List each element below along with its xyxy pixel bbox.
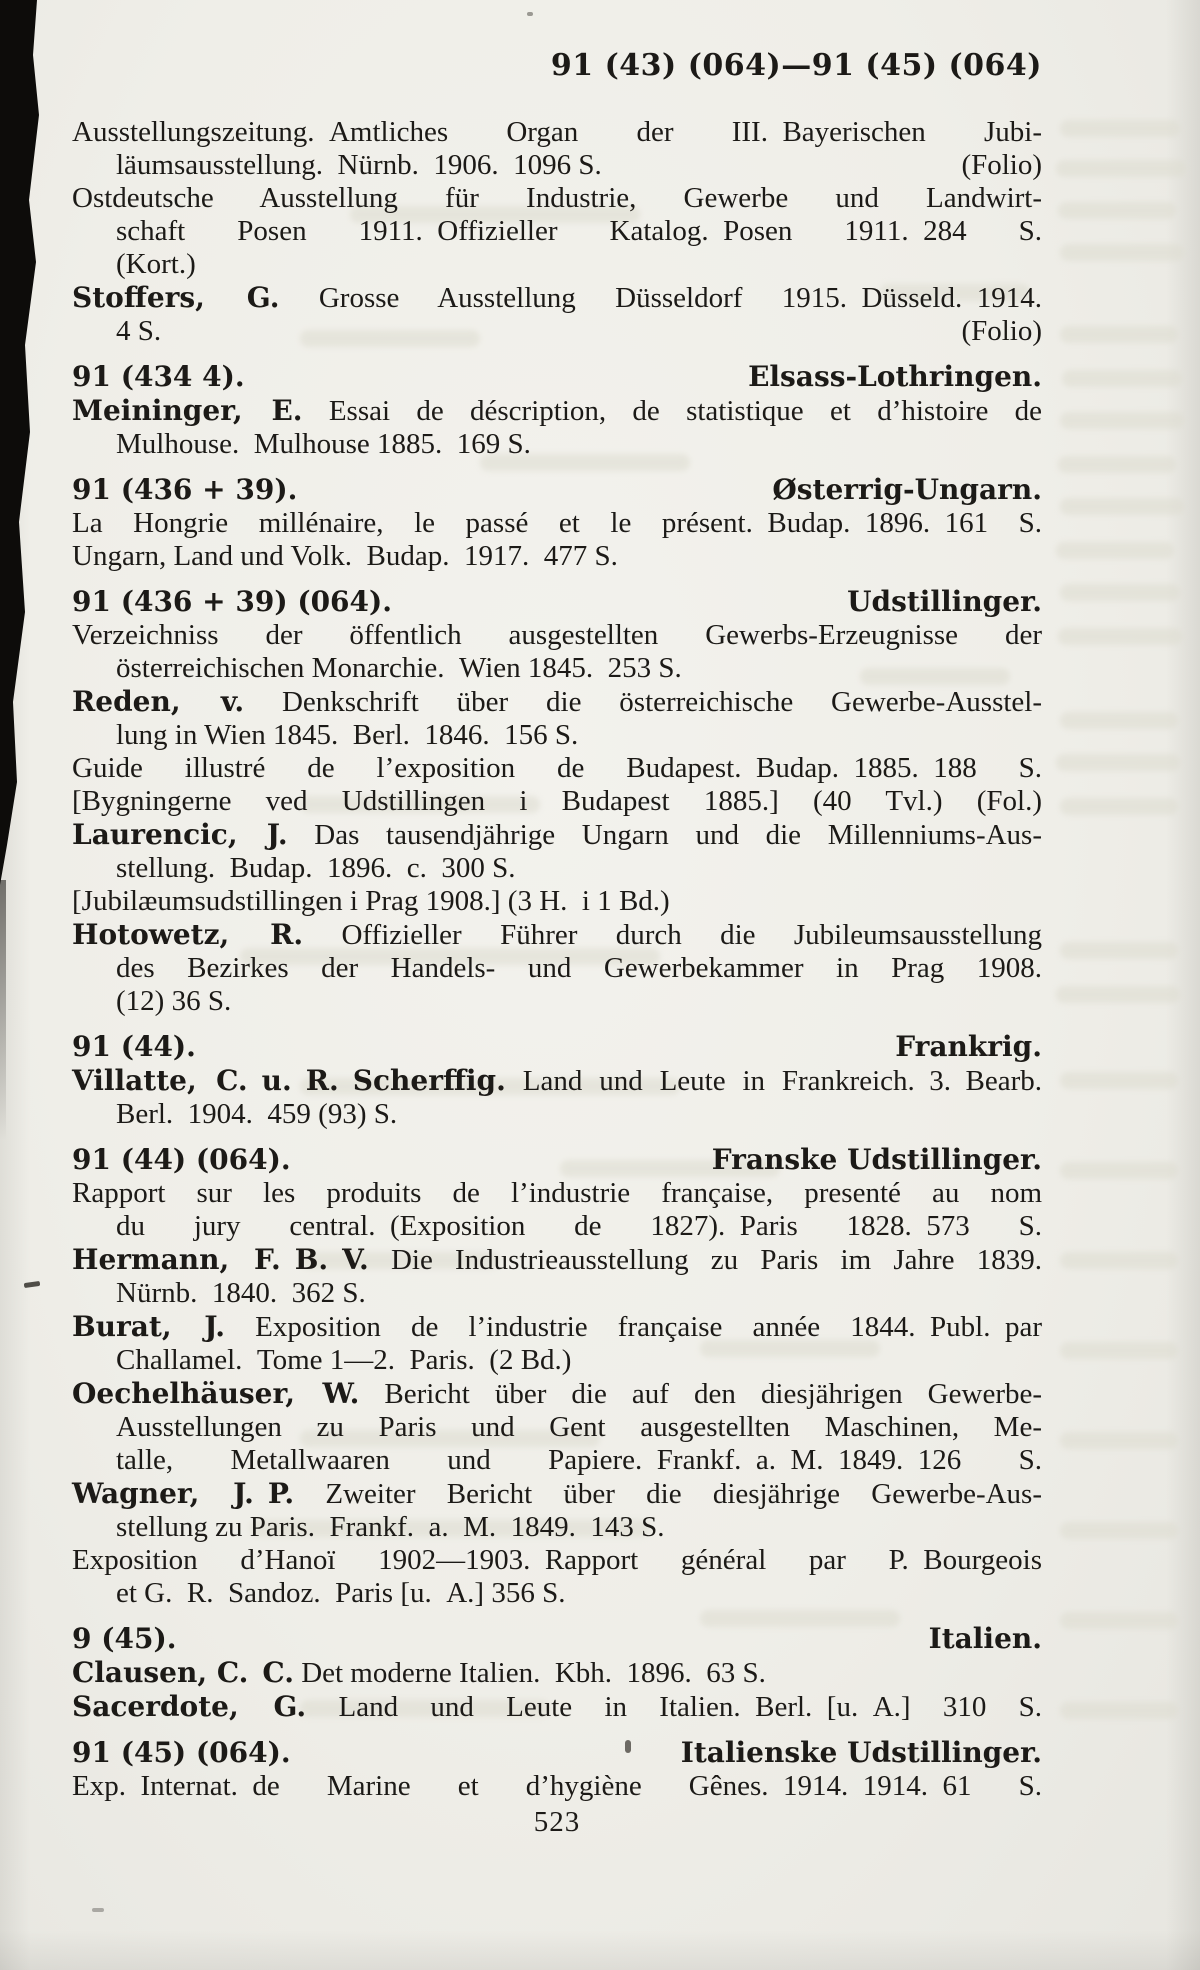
region-label: Franske Udstillinger. <box>711 1143 1042 1176</box>
section-heading <box>72 1736 1042 1769</box>
book-binding-edge <box>0 0 44 892</box>
entry-text: et G. R. Sandoz. Paris [u. A.] 356 S. <box>116 1577 566 1609</box>
catalog-line <box>72 1577 1042 1610</box>
scan-speck <box>92 1908 104 1912</box>
catalog-line <box>72 1377 1042 1411</box>
ghost-text-bar <box>1058 202 1176 219</box>
ghost-text-bar <box>1060 1522 1178 1539</box>
region-label: Østerrig-Ungarn. <box>772 473 1042 506</box>
entry-text: Denkschrift über die österreichische Gewerbe-Ausstel- <box>244 686 1042 718</box>
catalog-line <box>72 1210 1042 1243</box>
author-name: Hotowetz, R. <box>72 918 304 951</box>
scan-speck <box>527 12 533 16</box>
entry-text: Exposition de l’industrie française année 1844. Publ. par <box>225 1311 1042 1343</box>
region-label: Frankrig. <box>895 1030 1042 1063</box>
entry-text: schaft Posen 1911. Offizieller Katalog. Posen 1911. 284 S. <box>116 215 1042 247</box>
author-name: Clausen, C. C. <box>72 1656 294 1689</box>
entry-text: Det moderne Italien. Kbh. 1896. 63 S. <box>293 1657 766 1689</box>
entry-text: Bericht über die auf den diesjährigen Gewerbe- <box>359 1378 1043 1410</box>
entry-text: Land und Leute in Frankreich. 3. Bearb. <box>505 1065 1043 1097</box>
scan-speck <box>24 1281 41 1288</box>
ghost-text-bar <box>1060 1702 1178 1719</box>
catalog-line <box>72 428 1042 461</box>
entry-text: Ostdeutsche Ausstellung für Industrie, Gewerbe und Landwirt- <box>72 182 1042 214</box>
classification-number: 91 (436 + 39). <box>72 473 298 506</box>
classification-number: 91 (44) (064). <box>72 1143 291 1176</box>
ghost-text-bar <box>1060 1612 1178 1629</box>
author-name: Reden, v. <box>72 685 245 718</box>
entry-text: [Jubilæumsudstillingen i Prag 1908.] (3 H. i 1 Bd.) <box>72 885 670 917</box>
entry-text: Nürnb. 1840. 362 S. <box>116 1277 366 1309</box>
catalog-line <box>72 952 1042 985</box>
ghost-text-bar <box>1060 942 1178 959</box>
scan-speck <box>625 1740 631 1753</box>
catalog-line <box>72 182 1042 215</box>
entry-text: Essai de déscription, de statistique et d’histoire de <box>302 395 1043 427</box>
book-binding-edge-tail <box>0 880 6 1140</box>
catalog-line <box>72 215 1042 248</box>
ghost-text-bar <box>1060 498 1184 515</box>
entry-text: du jury central. (Exposition de 1827). Paris 1828. 573 S. <box>116 1210 1042 1242</box>
ghost-text-bar <box>1060 1252 1178 1269</box>
ghost-text-bar <box>1060 244 1184 261</box>
catalog-line <box>72 1690 1042 1724</box>
ghost-text-bar <box>1062 370 1182 387</box>
region-label: Italien. <box>928 1622 1042 1655</box>
ghost-text-bar <box>1056 160 1186 177</box>
region-label: Elsass-Lothringen. <box>748 360 1042 393</box>
author-name: Wagner, J. P. <box>72 1477 295 1510</box>
classification-number: 91 (45) (064). <box>72 1736 291 1769</box>
catalog-line <box>72 1064 1042 1098</box>
entry-text: Zweiter Bericht über die diesjährige Gewerbe-Aus- <box>294 1478 1042 1510</box>
page-number: 523 <box>533 1806 581 1838</box>
entry-text: Land und Leute in Italien. Berl. [u. A.] 310 S. <box>306 1691 1043 1723</box>
entry-text: Offizieller Führer durch die Jubileumsausstellung <box>303 919 1043 951</box>
entry-text: des Bezirkes der Handels- und Gewerbekammer in Prag 1908. <box>116 952 1042 984</box>
catalog-line <box>72 1177 1042 1210</box>
format-note: (Folio) <box>961 149 1042 181</box>
catalog-line <box>72 719 1042 752</box>
region-label: Udstillinger. <box>847 585 1042 618</box>
catalog-line <box>72 507 1042 540</box>
ghost-text-bar <box>1060 326 1178 343</box>
entry-text: [Bygningerne ved Udstillingen i Budapest 1885.] (40 Tvl.) (Fol.) <box>72 785 1042 817</box>
ghost-text-bar <box>1060 584 1180 601</box>
entry-text: Ausstellungszeitung. Amtliches Organ der III. Bayerischen Jubi- <box>72 116 1042 148</box>
entry-text: Das tausendjährige Ungarn und die Millenniums-Aus- <box>287 819 1042 851</box>
ghost-text-bar <box>1060 1432 1178 1449</box>
author-name: Burat, J. <box>72 1310 226 1343</box>
entry-text: Die Industrieausstellung zu Paris im Jahre 1839. <box>368 1244 1042 1276</box>
region-label: Italienske Udstillinger. <box>680 1736 1042 1769</box>
catalog-line <box>72 1277 1042 1310</box>
author-name: Laurencic, J. <box>72 818 288 851</box>
entry-text: Mulhouse. Mulhouse 1885. 169 S. <box>116 428 531 460</box>
ghost-text-bar <box>1060 1162 1178 1179</box>
catalog-line <box>72 985 1042 1018</box>
catalog-line <box>72 315 1042 348</box>
ghost-text-bar <box>1060 120 1180 137</box>
catalog-line <box>72 116 1042 149</box>
section-heading <box>72 1143 1042 1176</box>
entry-text: Guide illustré de l’exposition de Budapest. Budap. 1885. 188 S. <box>72 752 1042 784</box>
entry-text: läumsausstellung. Nürnb. 1906. 1096 S. <box>116 149 602 181</box>
entry-text: Grosse Ausstellung Düsseldorf 1915. Düsseld. 1914. <box>279 282 1042 314</box>
catalog-line <box>72 752 1042 785</box>
section-heading <box>72 1030 1042 1063</box>
entry-text: stellung. Budap. 1896. c. 300 S. <box>116 852 516 884</box>
catalog-line <box>72 281 1042 315</box>
catalog-line <box>72 1511 1042 1544</box>
catalog-line <box>72 1770 1042 1803</box>
entry-text: Ungarn, Land und Volk. Budap. 1917. 477 S. <box>72 540 618 572</box>
ghost-text-bar <box>1060 712 1178 729</box>
entry-text: 4 S. <box>116 315 162 347</box>
section-heading <box>72 1622 1042 1655</box>
ghost-text-bar <box>1060 412 1184 429</box>
catalog-line <box>72 852 1042 885</box>
section-heading <box>72 585 1042 618</box>
catalog-line <box>72 540 1042 573</box>
entry-text: lung in Wien 1845. Berl. 1846. 156 S. <box>116 719 579 751</box>
ghost-text-bar <box>1060 1342 1178 1359</box>
ghost-text-bar <box>1056 754 1180 771</box>
catalog-line <box>72 1243 1042 1277</box>
catalog-line <box>72 1477 1042 1511</box>
catalog-line <box>72 1411 1042 1444</box>
classification-number: 9 (45). <box>72 1622 177 1655</box>
ghost-text-bar <box>1056 986 1180 1003</box>
entry-text: Ausstellungen zu Paris und Gent ausgestellten Maschinen, Me- <box>116 1411 1042 1443</box>
catalog-line <box>72 818 1042 852</box>
classification-number: 91 (434 4). <box>72 360 245 393</box>
ghost-text-bar <box>1060 1072 1178 1089</box>
catalog-line <box>72 619 1042 652</box>
catalog-line <box>72 652 1042 685</box>
running-header: 91 (43) (064)—91 (45) (064) <box>550 48 1042 83</box>
catalog-line <box>72 685 1042 719</box>
catalog-line <box>72 248 1042 281</box>
author-name: Oechelhäuser, W. <box>72 1377 360 1410</box>
ghost-text-bar <box>1058 628 1182 645</box>
catalog-line <box>72 1310 1042 1344</box>
catalog-line <box>72 918 1042 952</box>
catalog-line <box>72 785 1042 818</box>
entry-text: Verzeichniss der öffentlich ausgestellten Gewerbs-Erzeugnisse der <box>72 619 1042 651</box>
entry-text: talle, Metallwaaren und Papiere. Frankf. a. M. 1849. 126 S. <box>116 1444 1042 1476</box>
entry-text: Exposition d’Hanoï 1902—1903. Rapport général par P. Bourgeois <box>72 1544 1042 1576</box>
entry-text: La Hongrie millénaire, le passé et le présent. Budap. 1896. 161 S. <box>72 507 1042 539</box>
entry-text: (12) 36 S. <box>116 985 232 1017</box>
catalog-line <box>72 1544 1042 1577</box>
ghost-text-bar <box>1058 456 1176 473</box>
catalog-line <box>72 1444 1042 1477</box>
entry-text: Exp. Internat. de Marine et d’hygiène Gênes. 1914. 1914. 61 S. <box>72 1770 1042 1802</box>
section-heading <box>72 360 1042 393</box>
ghost-text-bar <box>1056 542 1174 559</box>
entry-text: Berl. 1904. 459 (93) S. <box>116 1098 398 1130</box>
catalog-line <box>72 394 1042 428</box>
classification-number: 91 (436 + 39) (064). <box>72 585 393 618</box>
catalog-line <box>72 885 1042 918</box>
author-name: Villatte, C. u. R. Scherffig. <box>72 1064 506 1097</box>
text-block <box>72 116 1042 1803</box>
entry-text: stellung zu Paris. Frankf. a. M. 1849. 143 S. <box>116 1511 665 1543</box>
catalog-line <box>72 1344 1042 1377</box>
format-note: (Folio) <box>961 315 1042 347</box>
catalog-line <box>72 1656 1042 1690</box>
entry-text: Rapport sur les produits de l’industrie française, presenté au nom <box>72 1177 1042 1209</box>
ghost-text-bar <box>1060 798 1178 815</box>
section-heading <box>72 473 1042 506</box>
author-name: Meininger, E. <box>72 394 303 427</box>
author-name: Sacerdote, G. <box>72 1690 307 1723</box>
catalog-line <box>72 1098 1042 1131</box>
author-name: Stoffers, G. <box>72 281 280 314</box>
author-name: Hermann, F. B. V. <box>72 1243 369 1276</box>
entry-text: Challamel. Tome 1—2. Paris. (2 Bd.) <box>116 1344 572 1376</box>
catalog-line <box>72 149 1042 182</box>
entry-text: österreichischen Monarchie. Wien 1845. 253 S. <box>116 652 682 684</box>
entry-text: (Kort.) <box>116 248 196 280</box>
classification-number: 91 (44). <box>72 1030 196 1063</box>
